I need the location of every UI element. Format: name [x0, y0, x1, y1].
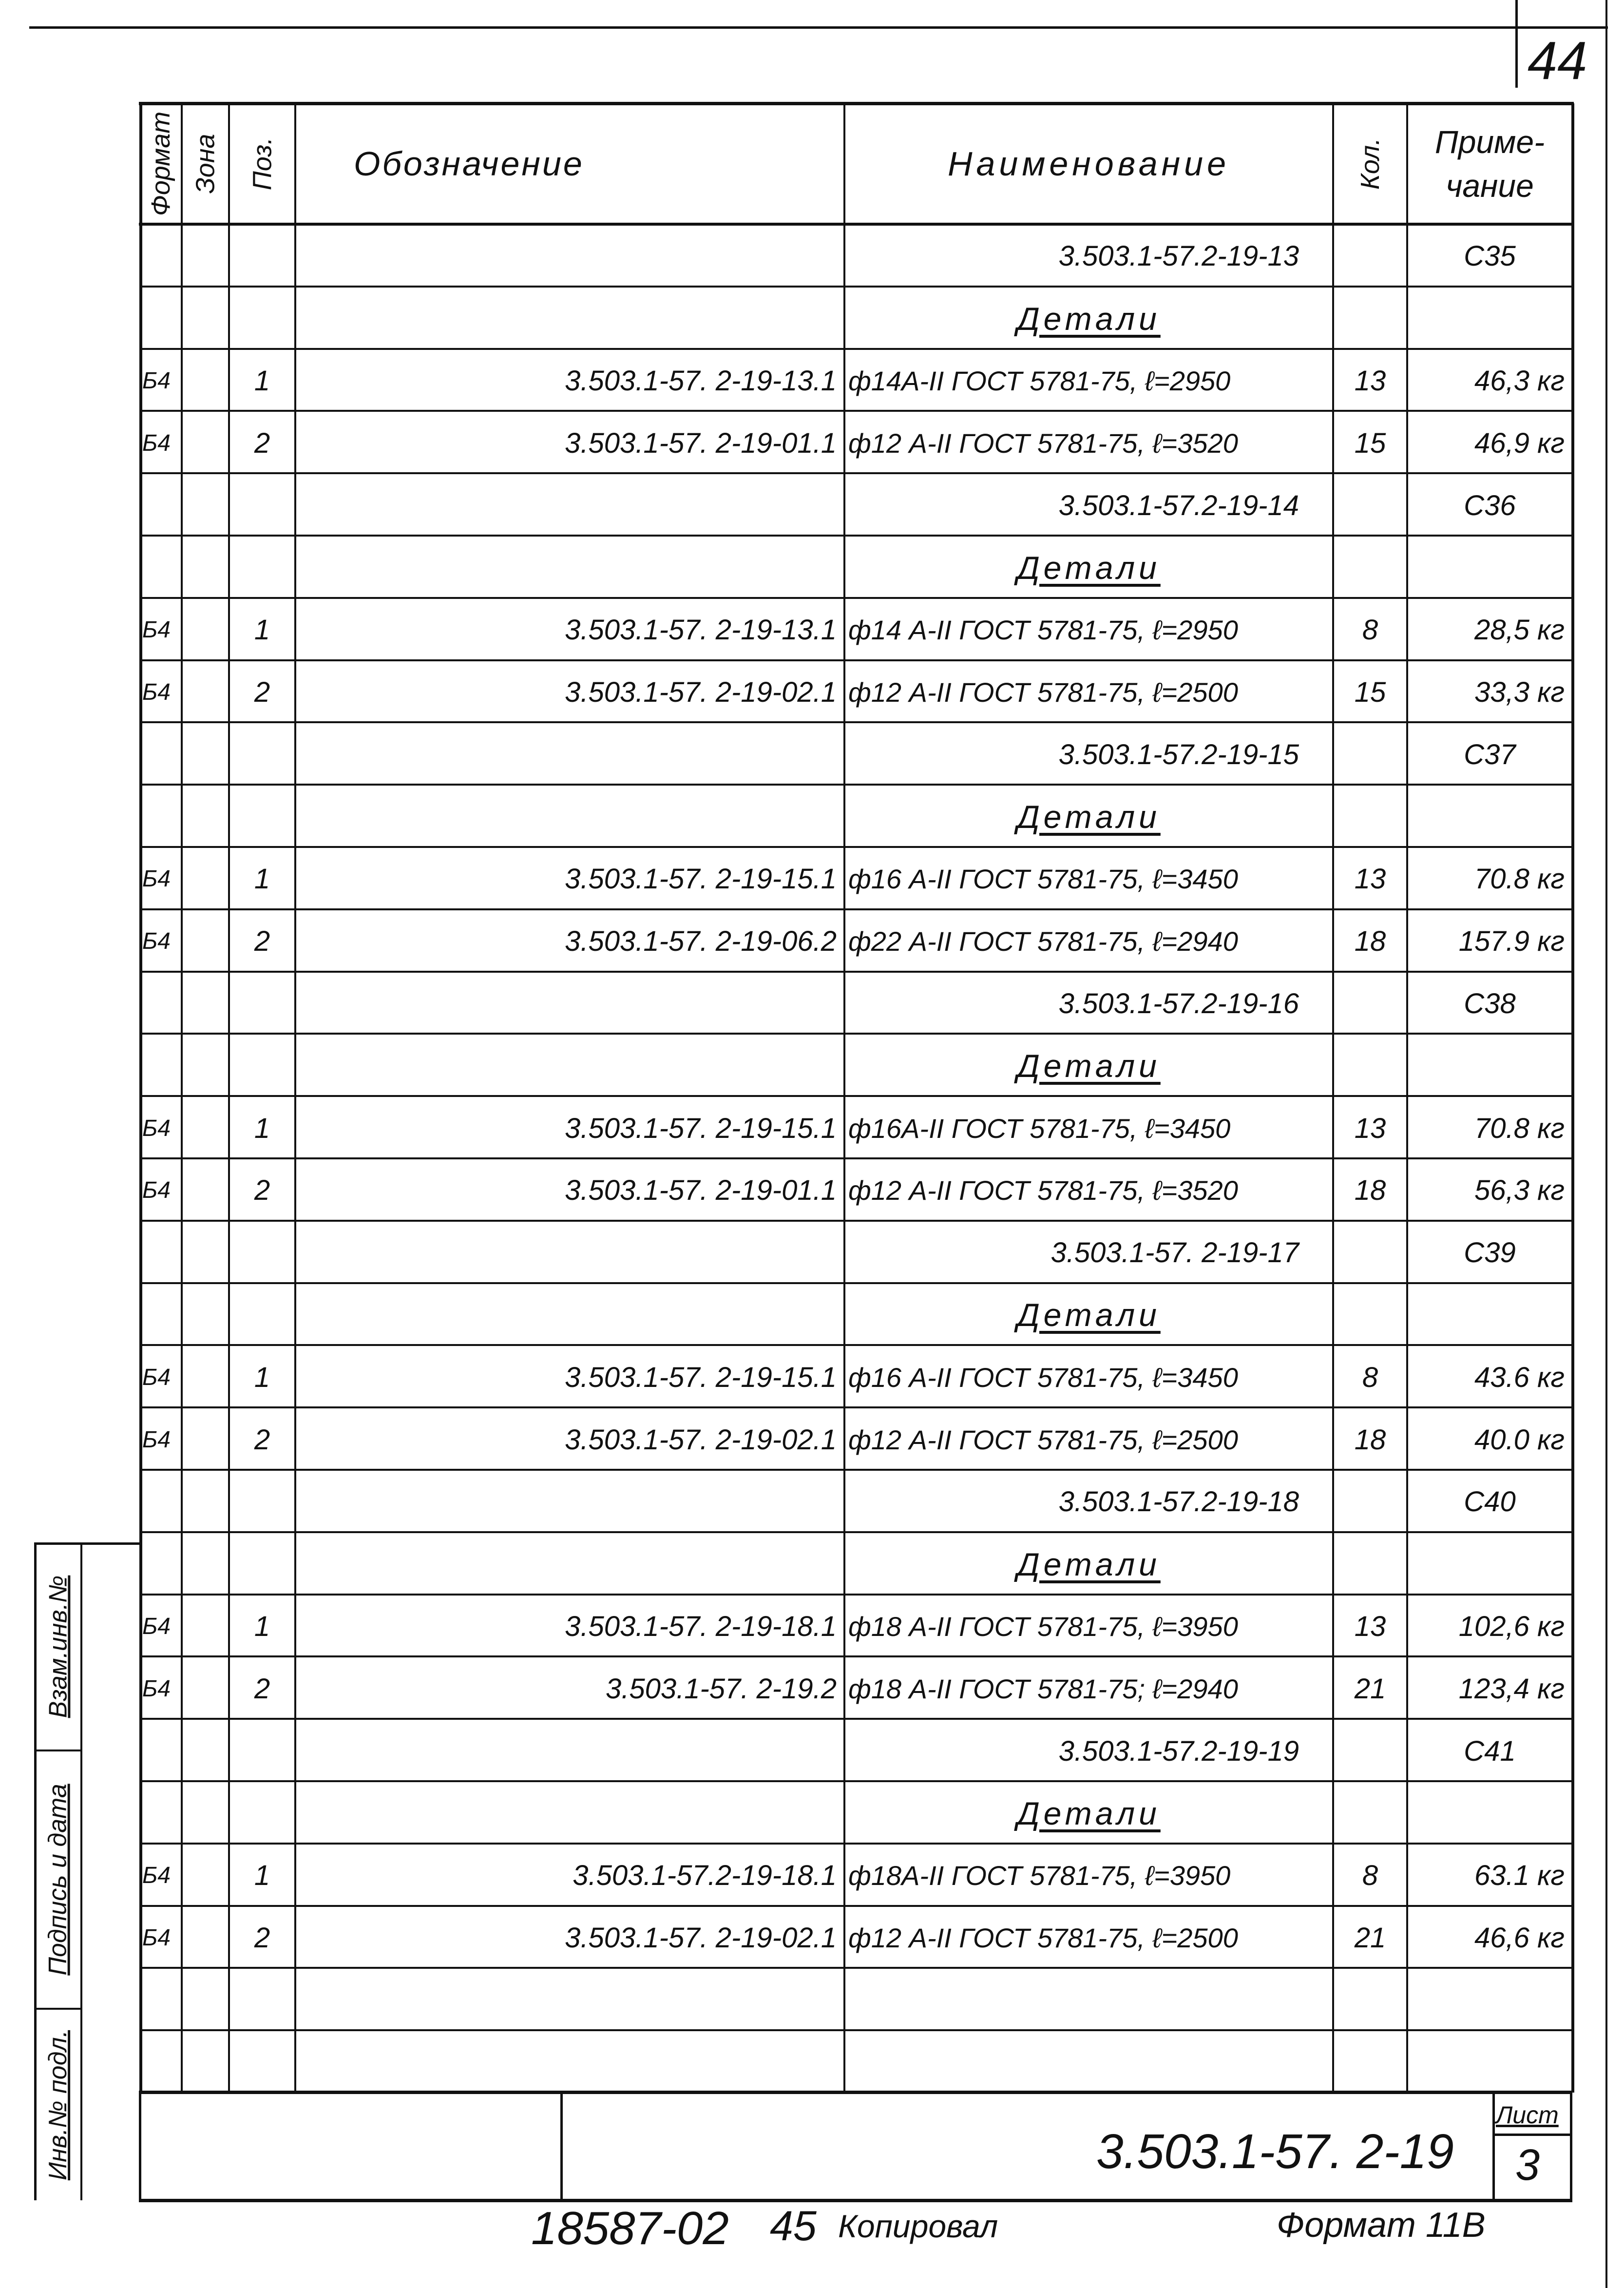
designation-cell: 3.503.1-57. 2-19-13.1: [565, 614, 837, 646]
corner-divider-line: [1515, 0, 1518, 88]
header-note: [1407, 103, 1572, 224]
format-cell: Б4: [142, 1426, 171, 1453]
row-line: [140, 535, 1572, 537]
note-cell: С40: [1464, 1486, 1516, 1518]
format-cell: Б4: [142, 617, 171, 643]
header-name: Наименование: [947, 145, 1230, 183]
side-strip-replaced-inv: [35, 1544, 81, 1750]
designation-cell: 3.503.1-57. 2-19-15.1: [565, 1112, 837, 1144]
name-cell: ф12 А-II ГОСТ 5781-75, ℓ=2500: [848, 676, 1238, 708]
header-zone: [182, 103, 229, 224]
qty-cell: 13: [1354, 365, 1386, 397]
header-qty: [1333, 103, 1407, 224]
name-cell: ф16 А-II ГОСТ 5781-75, ℓ=3450: [848, 864, 1238, 895]
qty-cell: 8: [1362, 1860, 1378, 1892]
note-cell: С35: [1464, 240, 1516, 272]
title-block-left-line: [139, 2091, 141, 2202]
assembly-designation-cell: 3.503.1-57.2-19-15: [1058, 738, 1299, 770]
copied-label: Копировал: [838, 2208, 998, 2244]
name-cell: ф18А-II ГОСТ 5781-75, ℓ=3950: [848, 1860, 1231, 1891]
name-cell: ф14 А-II ГОСТ 5781-75, ℓ=2950: [848, 615, 1238, 646]
row-line: [140, 1220, 1572, 1222]
name-cell: ф18 А-II ГОСТ 5781-75; ℓ=2940: [848, 1673, 1238, 1704]
row-line: [140, 597, 1572, 599]
format-cell: Б4: [142, 1115, 171, 1141]
row-line: [140, 1843, 1572, 1845]
header-bottom-line: [139, 223, 1574, 226]
order-number: 18587-02: [531, 2202, 729, 2254]
format-cell: Б4: [142, 928, 171, 955]
row-line: [140, 1033, 1572, 1035]
designation-cell: 3.503.1-57. 2-19-02.1: [565, 1423, 837, 1456]
pos-cell: 1: [254, 1361, 270, 1393]
pos-cell: 2: [254, 925, 270, 958]
row-line: [140, 286, 1572, 288]
side-strip-signature-date: [35, 1751, 81, 2008]
section-heading: [844, 1285, 1333, 1346]
qty-cell: 18: [1354, 1423, 1386, 1456]
row-line: [140, 1780, 1572, 1782]
header-format-label: Формат: [146, 111, 176, 216]
qty-cell: 18: [1354, 1174, 1386, 1207]
designation-cell: 3.503.1-57. 2-19-01.1: [565, 427, 837, 459]
note-cell: 70.8 кг: [1474, 863, 1565, 895]
original-inv-label: Инв.№ подл.: [44, 2030, 72, 2180]
note-cell: 56,3 кг: [1474, 1174, 1565, 1207]
column-line: [1332, 103, 1334, 2093]
name-cell: ф18 А-II ГОСТ 5781-75, ℓ=3950: [848, 1611, 1238, 1642]
sheet-label-divider: [1492, 2134, 1572, 2136]
format-cell: Б4: [142, 1863, 171, 1889]
section-heading: [844, 538, 1333, 598]
section-heading-label: Детали: [1017, 799, 1161, 835]
section-heading: [844, 288, 1333, 349]
top-border-line: [29, 26, 1608, 29]
format-label: Формат 11В: [1277, 2206, 1486, 2245]
note-cell: 46,9 кг: [1474, 427, 1565, 459]
pos-cell: 1: [254, 863, 270, 895]
designation-cell: 3.503.1-57. 2-19.2: [605, 1673, 837, 1705]
side-strip-original-inv: [35, 2010, 81, 2200]
sheet-label: Лист: [1496, 2101, 1559, 2129]
pos-cell: 1: [254, 614, 270, 646]
column-line: [139, 103, 142, 2093]
section-heading-label: Детали: [1017, 1297, 1161, 1333]
note-cell: С37: [1464, 738, 1516, 770]
qty-cell: 21: [1354, 1922, 1386, 1954]
row-line: [140, 971, 1572, 973]
specification-table: [140, 103, 1572, 2093]
note-cell: С36: [1464, 489, 1516, 521]
row-line: [140, 659, 1572, 661]
note-cell: 70.8 кг: [1474, 1112, 1565, 1144]
pos-cell: 2: [254, 1174, 270, 1207]
section-heading-label: Детали: [1017, 1048, 1161, 1084]
name-cell: ф22 А-II ГОСТ 5781-75, ℓ=2940: [848, 926, 1238, 957]
title-block-divider1: [560, 2091, 563, 2202]
row-line: [140, 1655, 1572, 1657]
format-cell: Б4: [142, 1364, 171, 1390]
header-designation: Обозначение: [354, 145, 584, 183]
row-line: [140, 472, 1572, 474]
column-line: [228, 103, 230, 2093]
designation-cell: 3.503.1-57. 2-19-01.1: [565, 1174, 837, 1207]
qty-cell: 13: [1354, 863, 1386, 895]
row-line: [140, 1469, 1572, 1471]
section-heading: [844, 1783, 1333, 1844]
note-cell: 40.0 кг: [1474, 1423, 1565, 1456]
table-top-line: [139, 102, 1574, 105]
row-line: [140, 2029, 1572, 2031]
row-line: [140, 1531, 1572, 1533]
name-cell: ф12 А-II ГОСТ 5781-75, ℓ=3520: [848, 1175, 1238, 1206]
title-block-bottom-line: [140, 2199, 1572, 2202]
section-heading-label: Детали: [1017, 1795, 1161, 1831]
row-line: [140, 1095, 1572, 1097]
pos-cell: 2: [254, 427, 270, 459]
right-edge-line: [1605, 0, 1607, 2288]
header-pos-label: Поз.: [247, 137, 277, 191]
note-cell: С38: [1464, 987, 1516, 1019]
format-cell: Б4: [142, 367, 171, 394]
designation-cell: 3.503.1-57.2-19-18.1: [573, 1860, 837, 1892]
column-line: [1406, 103, 1408, 2093]
column-line: [843, 103, 845, 2093]
column-line: [181, 103, 183, 2093]
row-line: [140, 1967, 1572, 1969]
name-cell: ф16А-II ГОСТ 5781-75, ℓ=3450: [848, 1113, 1231, 1144]
header-note-line2: чание: [1446, 168, 1534, 204]
designation-cell: 3.503.1-57. 2-19-13.1: [565, 365, 837, 397]
assembly-designation-cell: 3.503.1-57.2-19-13: [1058, 240, 1299, 272]
note-cell: 46,3 кг: [1474, 365, 1565, 397]
section-heading-label: Детали: [1017, 549, 1161, 586]
qty-cell: 13: [1354, 1610, 1386, 1642]
document-code: 3.503.1-57. 2-19: [1096, 2124, 1454, 2179]
qty-cell: 13: [1354, 1112, 1386, 1144]
section-heading: [844, 1036, 1333, 1096]
column-line: [1571, 103, 1574, 2093]
header-pos: [229, 103, 295, 224]
assembly-designation-cell: 3.503.1-57.2-19-18: [1058, 1486, 1299, 1518]
note-cell: 46,6 кг: [1474, 1922, 1565, 1954]
header-qty-label: Кол.: [1355, 137, 1385, 190]
sheet-number: 3: [1515, 2141, 1540, 2190]
format-cell: Б4: [142, 1177, 171, 1204]
note-cell: 63.1 кг: [1474, 1860, 1565, 1892]
qty-cell: 21: [1354, 1673, 1386, 1705]
row-line: [140, 348, 1572, 350]
designation-cell: 3.503.1-57. 2-19-02.1: [565, 676, 837, 708]
title-block-right-line: [1570, 2091, 1572, 2202]
section-heading: [844, 1534, 1333, 1595]
format-cell: Б4: [142, 679, 171, 705]
pos-cell: 2: [254, 676, 270, 708]
row-line: [140, 1905, 1572, 1907]
header-zone-label: Зона: [191, 134, 220, 194]
format-cell: Б4: [142, 1675, 171, 1702]
name-cell: ф16 А-II ГОСТ 5781-75, ℓ=3450: [848, 1362, 1238, 1393]
assembly-designation-cell: 3.503.1-57.2-19-19: [1058, 1735, 1299, 1767]
designation-cell: 3.503.1-57. 2-19-15.1: [565, 863, 837, 895]
sheet-corner-number: 44: [1528, 31, 1587, 91]
assembly-designation-cell: 3.503.1-57. 2-19-17: [1051, 1237, 1299, 1269]
designation-cell: 3.503.1-57. 2-19-15.1: [565, 1361, 837, 1393]
qty-cell: 15: [1354, 427, 1386, 459]
designation-cell: 3.503.1-57. 2-19-02.1: [565, 1922, 837, 1954]
replaced-inv-label: Взам.инв.№: [44, 1575, 73, 1718]
section-heading-label: Детали: [1017, 300, 1161, 337]
pos-cell: 2: [254, 1922, 270, 1954]
note-cell: С41: [1464, 1735, 1516, 1767]
pos-cell: 2: [254, 1423, 270, 1456]
pos-cell: 1: [254, 1860, 270, 1892]
note-cell: 123,4 кг: [1458, 1673, 1565, 1705]
qty-cell: 15: [1354, 676, 1386, 708]
row-line: [140, 1594, 1572, 1596]
row-line: [140, 846, 1572, 848]
designation-cell: 3.503.1-57. 2-19-06.2: [565, 925, 837, 958]
title-block-divider2: [1492, 2091, 1495, 2202]
format-cell: Б4: [142, 1613, 171, 1639]
note-cell: 28,5 кг: [1474, 614, 1565, 646]
name-cell: ф12 А-II ГОСТ 5781-75, ℓ=2500: [848, 1922, 1238, 1953]
copy-number: 45: [770, 2203, 817, 2250]
note-cell: 102,6 кг: [1458, 1610, 1565, 1642]
row-line: [140, 410, 1572, 412]
section-heading-label: Детали: [1017, 1546, 1161, 1582]
row-line: [140, 721, 1572, 723]
header-format: [140, 103, 182, 224]
qty-cell: 8: [1362, 614, 1378, 646]
pos-cell: 2: [254, 1673, 270, 1705]
format-cell: Б4: [142, 866, 171, 892]
note-cell: 157.9 кг: [1458, 925, 1565, 958]
row-line: [140, 1157, 1572, 1159]
row-line: [140, 1344, 1572, 1346]
row-line: [140, 1282, 1572, 1284]
assembly-designation-cell: 3.503.1-57.2-19-14: [1058, 489, 1299, 521]
title-block-top-line: [140, 2091, 1572, 2094]
signature-date-label: Подпись и дата: [44, 1784, 73, 1976]
note-cell: 43.6 кг: [1474, 1361, 1565, 1393]
assembly-designation-cell: 3.503.1-57.2-19-16: [1058, 987, 1299, 1019]
note-cell: 33,3 кг: [1474, 676, 1565, 708]
name-cell: ф14А-II ГОСТ 5781-75, ℓ=2950: [848, 365, 1231, 396]
pos-cell: 1: [254, 365, 270, 397]
qty-cell: 8: [1362, 1361, 1378, 1393]
section-heading: [844, 787, 1333, 847]
format-cell: Б4: [142, 1924, 171, 1951]
note-cell: С39: [1464, 1237, 1516, 1269]
row-line: [140, 1718, 1572, 1720]
pos-cell: 1: [254, 1610, 270, 1642]
row-line: [140, 784, 1572, 786]
pos-cell: 1: [254, 1112, 270, 1144]
name-cell: ф12 А-II ГОСТ 5781-75, ℓ=3520: [848, 427, 1238, 459]
format-cell: Б4: [142, 430, 171, 456]
header-note-line1: Приме-: [1434, 124, 1545, 160]
name-cell: ф12 А-II ГОСТ 5781-75, ℓ=2500: [848, 1424, 1238, 1455]
qty-cell: 18: [1354, 925, 1386, 958]
row-line: [140, 1406, 1572, 1408]
column-line: [294, 103, 296, 2093]
row-line: [140, 908, 1572, 910]
designation-cell: 3.503.1-57. 2-19-18.1: [565, 1610, 837, 1642]
